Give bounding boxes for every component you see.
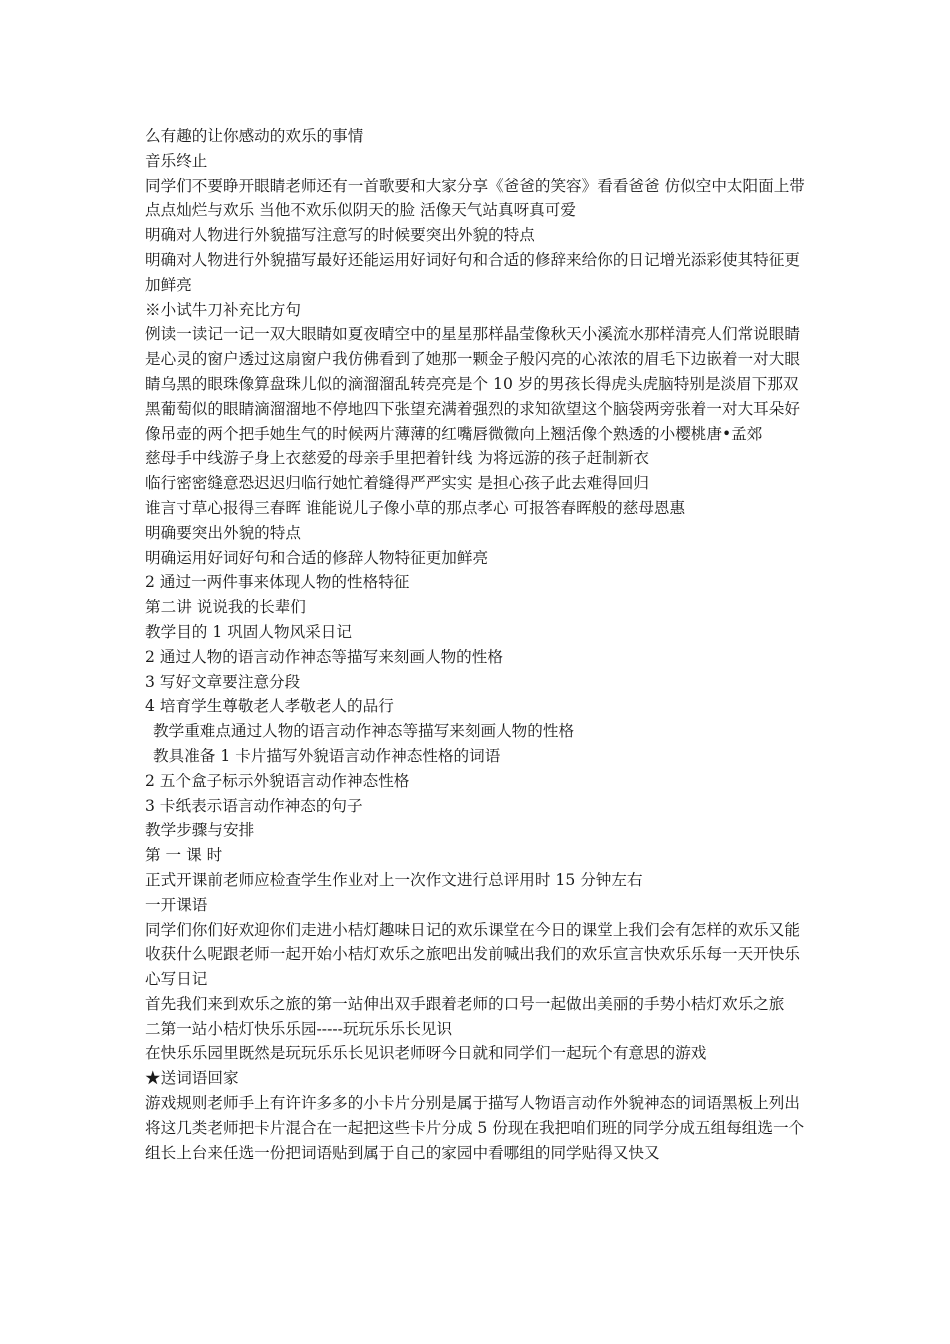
- section-heading: 第二讲 说说我的长辈们: [145, 598, 306, 617]
- paragraph: 正式开课前老师应检查学生作业对上一次作文进行总评用时 15 分钟左右: [145, 870, 643, 889]
- paragraph: 明确要突出外貌的特点: [145, 523, 301, 542]
- paragraph: ★送词语回家: [145, 1069, 239, 1088]
- paragraph: 同学们不要睁开眼睛老师还有一首歌要和大家分享《爸爸的笑容》看看爸爸 仿似空中太阳面上带点点灿烂与欢乐 当他不欢乐似阴天的脸 活像天气站真呀真可爱: [145, 176, 805, 220]
- paragraph: 例读一读记一记一双大眼睛如夏夜晴空中的星星那样晶莹像秋天小溪流水那样清亮人们常说眼睛是心灵的窗户透过这扇窗户我仿佛看到了她那一颗金子般闪亮的心浓浓的眉毛下边嵌着一对大眼睛乌黑的眼珠像算盘珠儿似的滴溜溜乱转亮亮是个 10 岁的男孩长得虎头虎脑特别是淡眉下那双黑葡萄似的眼睛滴溜溜地不停地四下张望充满着强烈的求知欲望这个脑袋两旁张着一对大耳朵好像吊壶的两个把手她生气的时候两片薄薄的红嘴唇微微向上翘活像个熟透的小樱桃唐•孟郊: [145, 325, 800, 443]
- section-heading: 第 一 课 时: [145, 846, 223, 865]
- paragraph: 4 培育学生尊敬老人孝敬老人的品行: [145, 697, 394, 716]
- paragraph: 教学目的 1 巩固人物风采日记: [145, 622, 352, 641]
- paragraph: 临行密密缝意恐迟迟归临行她忙着缝得严严实实 是担心孩子此去难得回归: [145, 474, 649, 493]
- paragraph: 同学们你们好欢迎你们走进小桔灯趣味日记的欢乐课堂在今日的课堂上我们会有怎样的欢乐又能收获什么呢跟老师一起开始小桔灯欢乐之旅吧出发前喊出我们的欢乐宣言快欢乐乐每一天开快乐心写日记: [145, 920, 800, 989]
- paragraph: 2 通过人物的语言动作神态等描写来刻画人物的性格: [145, 647, 503, 666]
- paragraph: 在快乐乐园里既然是玩玩乐乐长见识老师呀今日就和同学们一起玩个有意思的游戏: [145, 1044, 707, 1063]
- paragraph: 游戏规则老师手上有许许多多的小卡片分别是属于描写人物语言动作外貌神态的词语黑板上列出将这几类老师把卡片混合在一起把这些卡片分成 5 份现在我把咱们班的同学分成五组每组选一个组长上台来任选一份把词语贴到属于自己的家园中看哪组的同学贴得又快又: [145, 1094, 805, 1162]
- paragraph: 教学重难点通过人物的语言动作神态等描写来刻画人物的性格: [153, 722, 575, 741]
- paragraph: 一开课语: [145, 895, 208, 914]
- paragraph: 么有趣的让你感动的欢乐的事情: [145, 127, 364, 145]
- paragraph: 二第一站小桔灯快乐乐园-----玩玩乐乐长见识: [145, 1019, 453, 1038]
- paragraph: 明确对人物进行外貌描写最好还能运用好词好句和合适的修辞来给你的日记增光添彩使其特征更加鲜亮: [145, 250, 800, 294]
- document-body: [145, 124, 810, 1165]
- paragraph: 首先我们来到欢乐之旅的第一站伸出双手跟着老师的口号一起做出美丽的手势小桔灯欢乐之旅: [145, 994, 785, 1013]
- paragraph: 慈母手中线游子身上衣慈爱的母亲手里把着针线 为将远游的孩子赶制新衣: [145, 449, 649, 468]
- paragraph: 2 通过一两件事来体现人物的性格特征: [145, 573, 410, 592]
- paragraph: 3 写好文章要注意分段: [145, 672, 301, 691]
- paragraph: 教学步骤与安排: [145, 821, 255, 840]
- paragraph: 明确对人物进行外貌描写注意写的时候要突出外貌的特点: [145, 226, 535, 245]
- paragraph: ※小试牛刀补充比方句: [145, 300, 301, 319]
- paragraph: 谁言寸草心报得三春晖 谁能说儿子像小草的那点孝心 可报答春晖般的慈母恩惠: [145, 498, 686, 517]
- paragraph: 2 五个盒子标示外貌语言动作神态性格: [145, 771, 410, 790]
- paragraph: 3 卡纸表示语言动作神态的句子: [145, 796, 363, 815]
- paragraph: 音乐终止: [145, 151, 208, 170]
- paragraph: 明确运用好词好句和合适的修辞人物特征更加鲜亮: [145, 548, 489, 567]
- paragraph: 教具准备 1 卡片描写外貌语言动作神态性格的词语: [153, 746, 501, 765]
